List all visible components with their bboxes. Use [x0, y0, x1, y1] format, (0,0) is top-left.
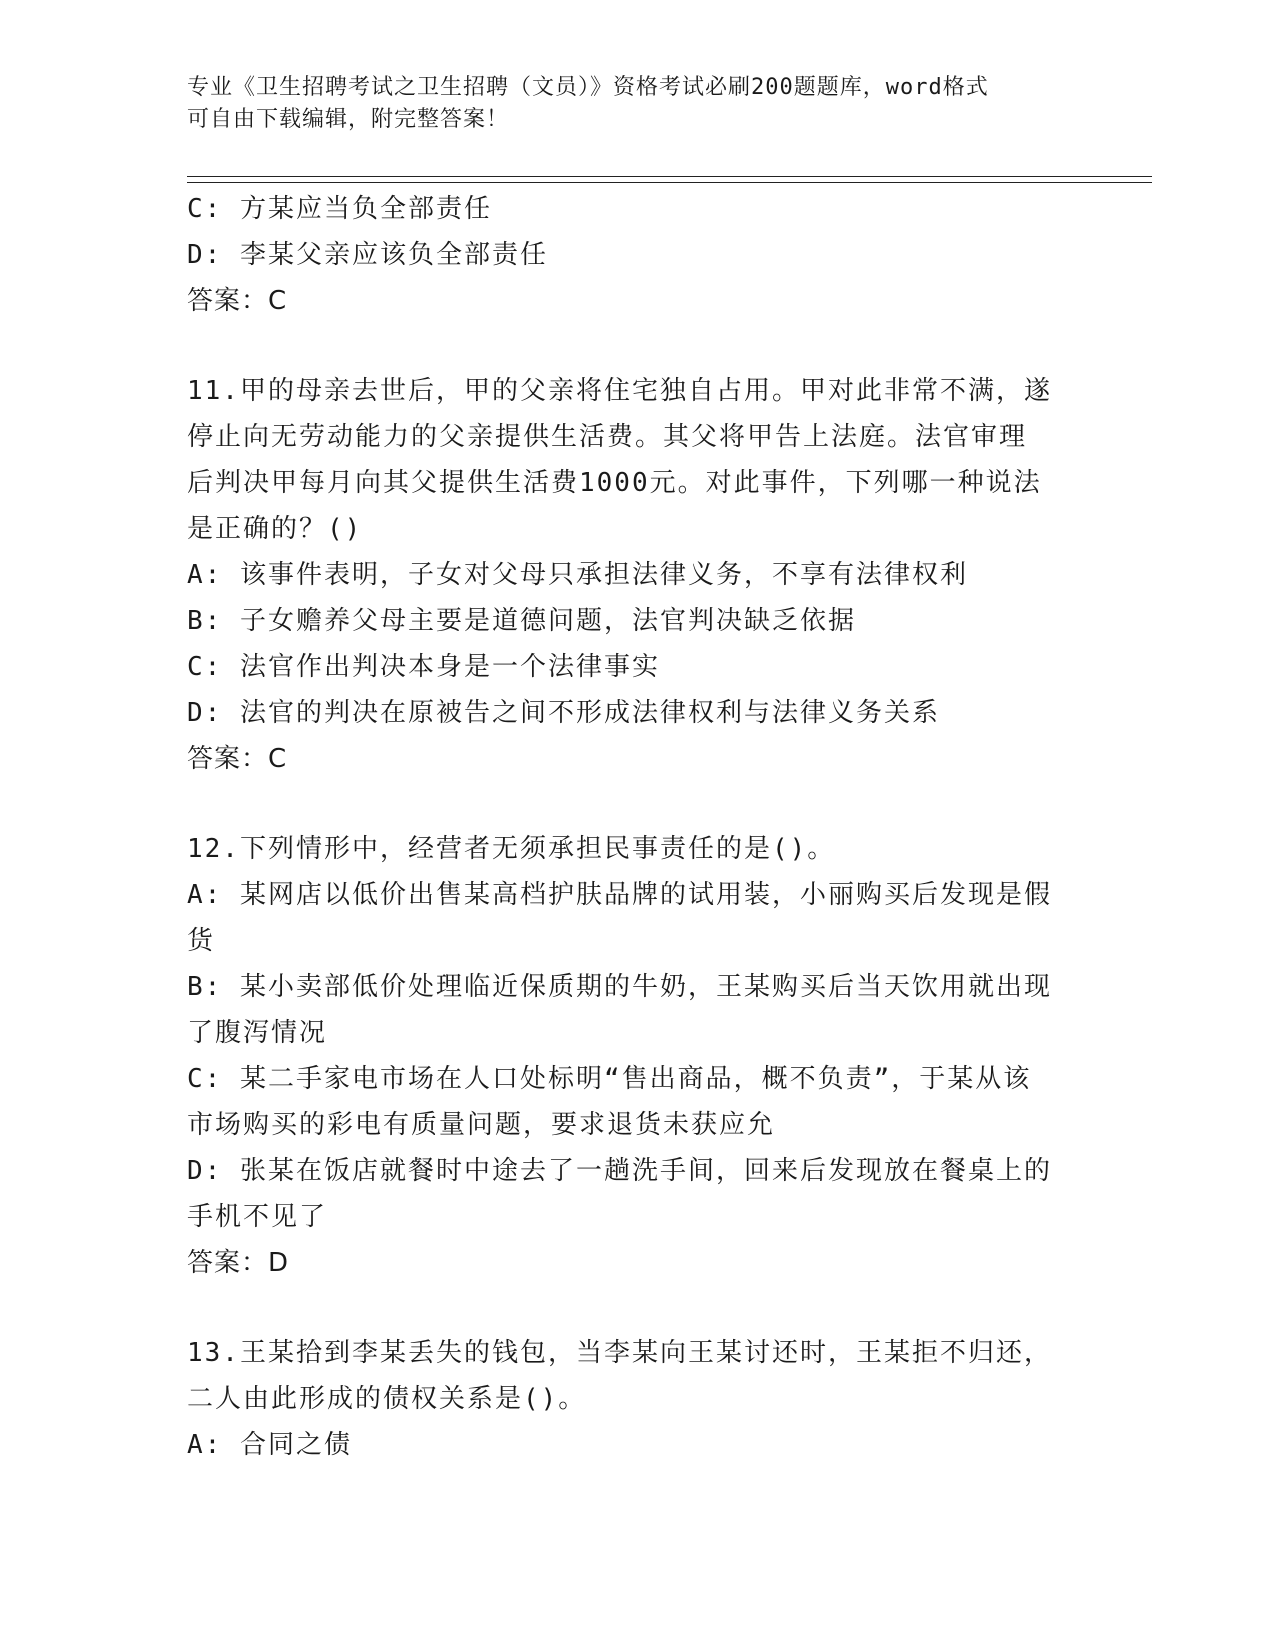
question-13	[187, 1330, 1087, 1468]
header-line-1: 专业《卫生招聘考试之卫生招聘（文员）》资格考试必刷200题题库，word格式	[187, 75, 989, 100]
question-stem: 停止向无劳动能力的父亲提供生活费。其父将甲告上法庭。法官审理	[187, 422, 1028, 452]
question-stem: 11.甲的母亲去世后，甲的父亲将住宅独自占用。甲对此非常不满，遂	[187, 376, 1052, 406]
option-d: D: 李某父亲应该负全部责任	[187, 240, 548, 270]
question-stem: 二人由此形成的债权关系是()。	[187, 1384, 587, 1414]
question-stem: 是正确的？()	[187, 514, 363, 544]
option-d: D: 张某在饭店就餐时中途去了一趟洗手间，回来后发现放在餐桌上的	[187, 1156, 1052, 1186]
option-c-continued: 市场购买的彩电有质量问题，要求退货未获应允	[187, 1110, 776, 1140]
option-a: A: 某网店以低价出售某高档护肤品牌的试用装，小丽购买后发现是假	[187, 880, 1052, 910]
option-d: D: 法官的判决在原被告之间不形成法律权利与法律义务关系	[187, 698, 940, 728]
header-rule-top	[187, 176, 1152, 177]
question-11	[187, 368, 1087, 782]
document-body	[187, 186, 1087, 1468]
question-10-tail	[187, 186, 1087, 324]
answer-line: 答案：C	[187, 286, 288, 316]
page-header	[187, 72, 1067, 136]
option-d-continued: 手机不见了	[187, 1202, 328, 1232]
option-c: C: 某二手家电市场在人口处标明“售出商品，概不负责”，于某从该	[187, 1064, 1032, 1094]
question-stem: 12.下列情形中，经营者无须承担民事责任的是()。	[187, 834, 836, 864]
option-b: B: 子女赡养父母主要是道德问题，法官判决缺乏依据	[187, 606, 856, 636]
option-a-continued: 货	[187, 926, 216, 956]
option-b: B: 某小卖部低价处理临近保质期的牛奶，王某购买后当天饮用就出现	[187, 972, 1052, 1002]
spacer	[187, 1286, 1087, 1330]
question-stem: 13.王某拾到李某丢失的钱包，当李某向王某讨还时，王某拒不归还，	[187, 1338, 1052, 1368]
option-a: A: 合同之债	[187, 1430, 352, 1460]
answer-line: 答案：C	[187, 744, 288, 774]
question-stem: 后判决甲每月向其父提供生活费1000元。对此事件，下列哪一种说法	[187, 468, 1042, 498]
option-c: C: 法官作出判决本身是一个法律事实	[187, 652, 660, 682]
answer-line: 答案：D	[187, 1248, 290, 1278]
spacer	[187, 782, 1087, 826]
option-a: A: 该事件表明，子女对父母只承担法律义务，不享有法律权利	[187, 560, 968, 590]
header-line-2: 可自由下载编辑，附完整答案！	[187, 107, 510, 132]
header-rule-bottom	[187, 182, 1152, 183]
spacer	[187, 324, 1087, 368]
option-c: C: 方某应当负全部责任	[187, 194, 492, 224]
question-12	[187, 826, 1087, 1286]
option-b-continued: 了腹泻情况	[187, 1018, 328, 1048]
